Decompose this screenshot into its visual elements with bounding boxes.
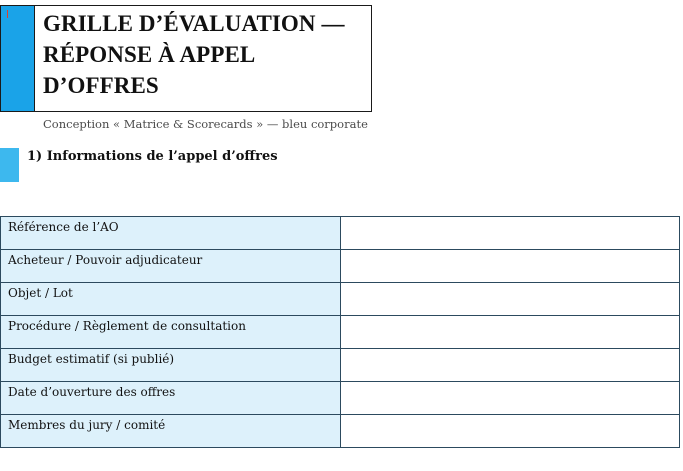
row-label: Référence de l’AO	[1, 217, 341, 250]
title-accent-bar	[1, 6, 35, 111]
table-row	[1, 250, 680, 283]
section-accent-bar	[0, 148, 19, 182]
row-value-cell[interactable]	[341, 217, 680, 250]
cursor-mark	[7, 10, 8, 18]
table-row	[1, 382, 680, 415]
table-row	[1, 415, 680, 448]
row-label: Objet / Lot	[1, 283, 341, 316]
document-title: GRILLE D’ÉVALUATION — RÉPONSE À APPEL D’OFFRES	[43, 11, 345, 98]
row-value-cell[interactable]	[341, 283, 680, 316]
section-heading: 1) Informations de l’appel d’offres	[27, 149, 278, 164]
table-row	[1, 217, 680, 250]
row-label: Procédure / Règlement de consultation	[1, 316, 341, 349]
document-subtitle: Conception « Matrice & Scorecards » — bleu corporate	[43, 117, 368, 131]
row-label: Date d’ouverture des offres	[1, 382, 341, 415]
row-value-cell[interactable]	[341, 382, 680, 415]
row-label: Membres du jury / comité	[1, 415, 341, 448]
info-table	[0, 216, 680, 448]
table-row	[1, 316, 680, 349]
row-value-cell[interactable]	[341, 316, 680, 349]
row-value-cell[interactable]	[341, 250, 680, 283]
table-row	[1, 349, 680, 382]
row-value-cell[interactable]	[341, 415, 680, 448]
table-row	[1, 283, 680, 316]
row-label: Acheteur / Pouvoir adjudicateur	[1, 250, 341, 283]
row-label: Budget estimatif (si publié)	[1, 349, 341, 382]
title-box	[0, 5, 372, 131]
row-value-cell[interactable]	[341, 349, 680, 382]
title-text-area	[35, 6, 371, 131]
